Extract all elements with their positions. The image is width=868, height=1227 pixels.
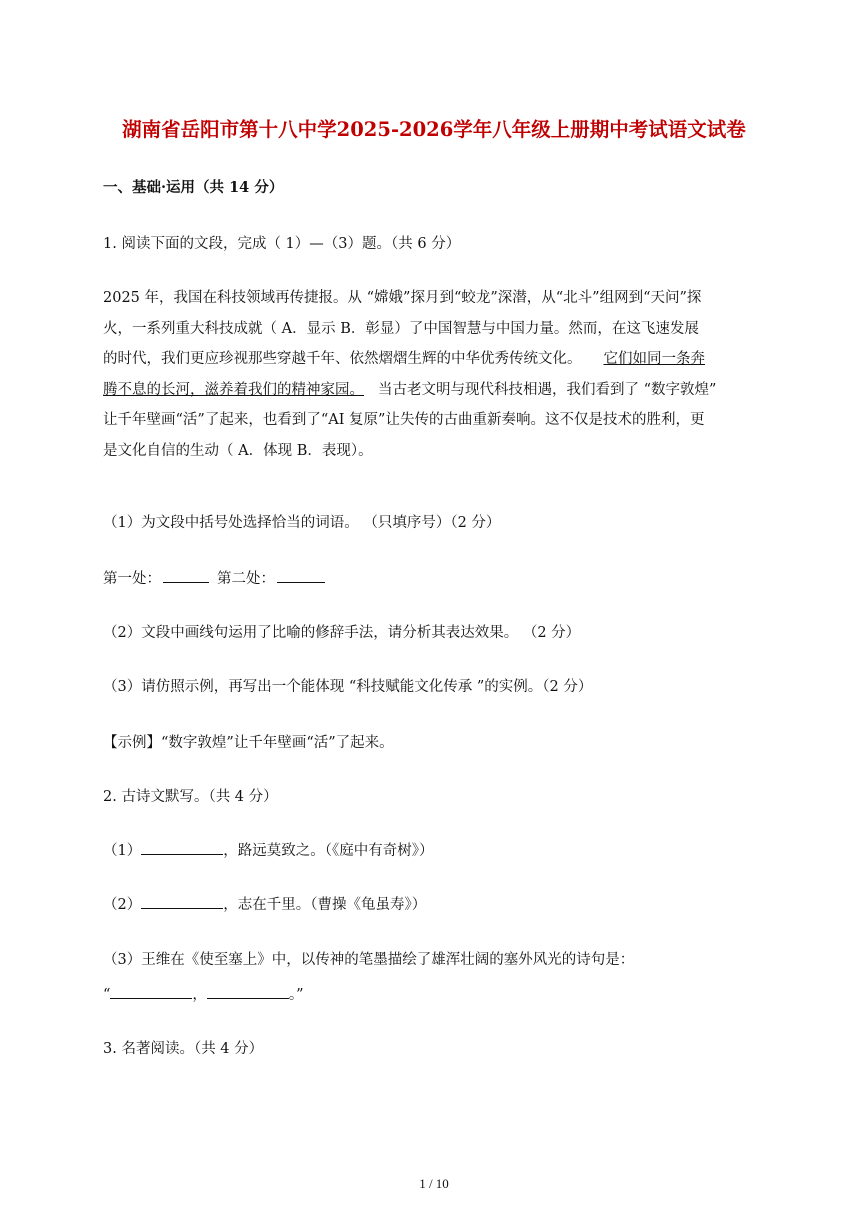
answer-blank[interactable] xyxy=(163,568,209,583)
punctuation: ， xyxy=(192,987,207,1003)
item-text: ，路远莫致之。（《庭中有奇树》） xyxy=(223,843,434,859)
answer-blank[interactable] xyxy=(277,568,325,583)
document-title: 湖南省岳阳市第十八中学2025-2026学年八年级上册期中考试语文试卷 xyxy=(122,118,746,141)
page-number: 1 / 10 xyxy=(419,1176,449,1191)
quote-mark: “ xyxy=(103,987,111,1003)
question-1-sub-3: （3）请仿照示例，再写出一个能体现 “科技赋能文化传承 ”的实例。（2 分） xyxy=(103,679,593,695)
passage-line: 是文化自信的生动（ A．体现 B．表现）。 xyxy=(103,442,373,459)
question-1-sub-1: （1）为文段中括号处选择恰当的词语。 （只填序号）（2 分） xyxy=(103,515,501,531)
punctuation: 。” xyxy=(288,987,304,1003)
recitation-item-1 xyxy=(103,839,433,860)
recitation-item-3: （3）王维在《使至塞上》中，以传神的笔墨描绘了雄浑壮阔的塞外风光的诗句是： xyxy=(103,952,635,968)
recitation-item-3-answer xyxy=(103,983,304,1004)
answer-blank[interactable] xyxy=(141,840,223,855)
answer-blank[interactable] xyxy=(207,984,289,999)
reading-passage xyxy=(103,283,773,467)
passage-text: 当古老文明与现代科技相遇，我们看到了 “数字敦煌” xyxy=(378,381,717,398)
first-blank-label: 第一处： xyxy=(103,571,161,587)
example-text: 【示例】“数字敦煌”让千年壁画“活”了起来。 xyxy=(103,735,394,751)
passage-text: 的时代，我们更应珍视那些穿越千年、依然熠熠生辉的中华优秀传统文化。 xyxy=(103,351,582,368)
passage-line xyxy=(103,344,773,375)
underlined-sentence: 它们如同一条奔 xyxy=(603,351,705,368)
section-heading: 一、基础·运用（共 14 分） xyxy=(103,179,284,196)
item-text: ，志在千里。（曹操《龟虽寿》） xyxy=(223,897,427,913)
answer-line xyxy=(103,567,325,588)
item-number: （1） xyxy=(103,843,142,859)
recitation-item-2 xyxy=(103,893,426,914)
passage-line xyxy=(103,375,773,406)
question-1-stem: 1. 阅读下面的文段，完成（ 1）—（3）题。（共 6 分） xyxy=(103,236,461,252)
item-number: （2） xyxy=(103,897,142,913)
second-blank-label: 第二处： xyxy=(217,571,275,587)
answer-blank[interactable] xyxy=(141,894,223,909)
question-2-stem: 2. 古诗文默写。（共 4 分） xyxy=(103,789,278,805)
question-3-stem: 3. 名著阅读。（共 4 分） xyxy=(103,1041,264,1057)
passage-line: 火，一系列重大科技成就（ A．显示 B．彰显）了中国智慧与中国力量。然而，在这飞速发展 xyxy=(103,320,699,337)
passage-line: 让千年壁画“活”了起来，也看到了“AI 复原”让失传的古曲重新奏响。这不仅是技术的胜利，更 xyxy=(103,412,705,429)
underlined-sentence: 腾不息的长河，滋养着我们的精神家园。 xyxy=(103,381,364,398)
answer-blank[interactable] xyxy=(110,984,192,999)
question-1-sub-2: （2）文段中画线句运用了比喻的修辞手法，请分析其表达效果。 （2 分） xyxy=(103,625,581,641)
passage-line: 2025 年，我国在科技领域再传捷报。从 “嫦娥”探月到“蛟龙”深潜，从“北斗”组网到“天问”探 xyxy=(103,290,702,306)
